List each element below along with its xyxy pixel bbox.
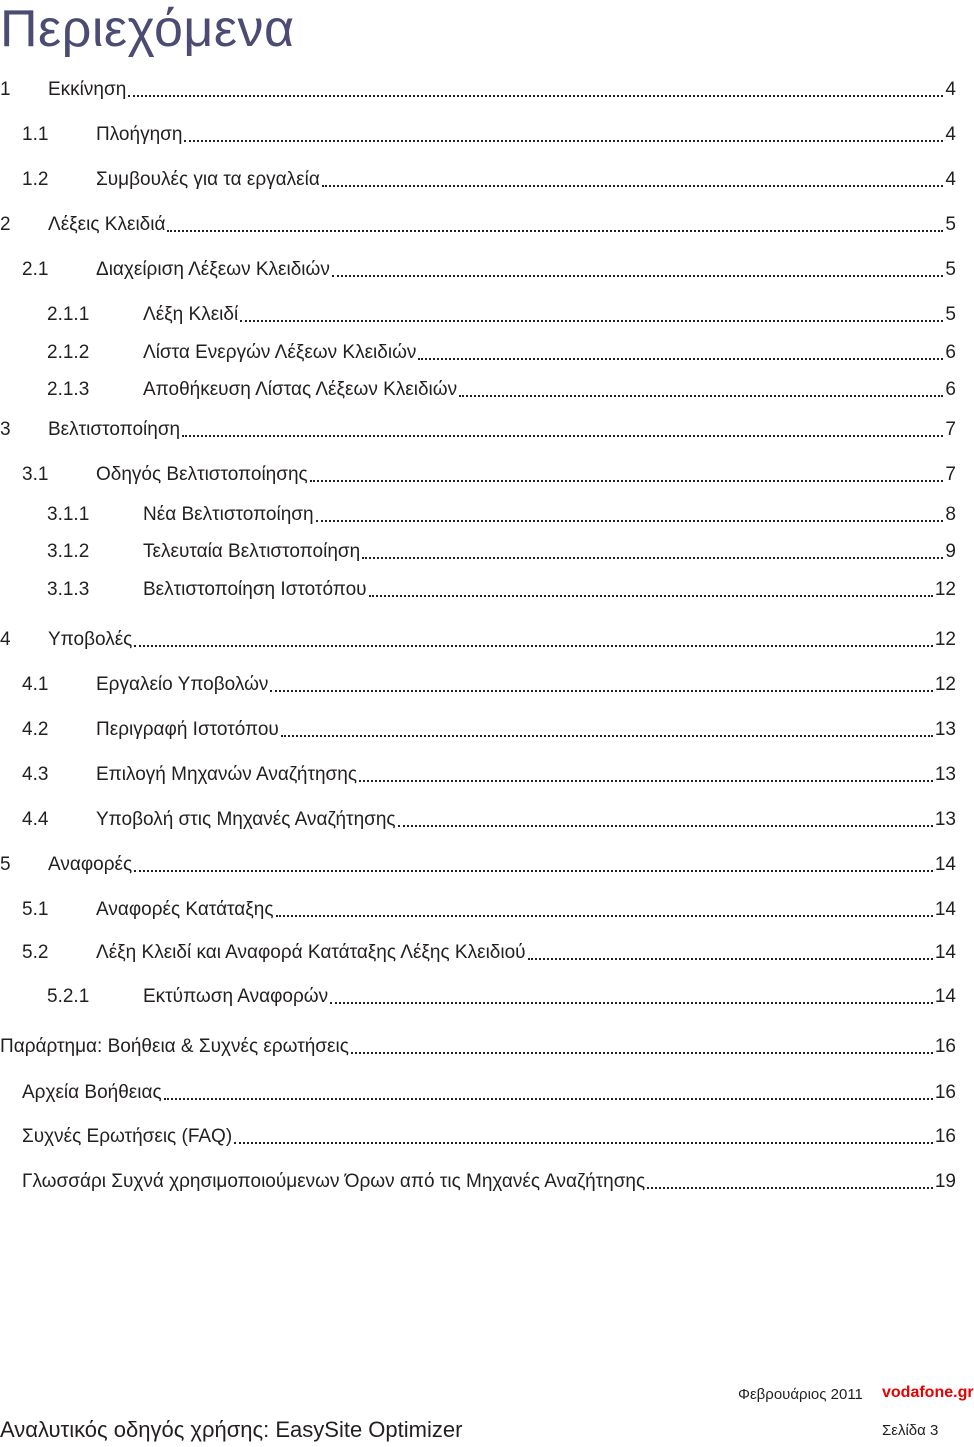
toc-entry[interactable] <box>0 300 956 330</box>
toc-entry-label: Αρχεία Βοήθειας <box>22 1082 162 1103</box>
toc-entry-label: Παράρτημα: Βοήθεια & Συχνές ερωτήσεις <box>0 1036 349 1057</box>
toc-entry-label: Λέξη Κλειδί <box>143 304 239 325</box>
toc-entry-page: 7 <box>945 464 956 485</box>
toc-entry-page: 5 <box>945 259 956 280</box>
toc-entry-number: 3.1.1 <box>47 504 90 525</box>
toc-entry-page: 6 <box>945 379 956 400</box>
toc-entry-number: 3.1.3 <box>47 579 90 600</box>
dot-leader <box>164 1098 933 1100</box>
page-title: Περιεχόμενα <box>0 0 295 58</box>
toc-entry-number: 4.4 <box>22 809 49 830</box>
toc-entry-page: 7 <box>945 419 956 440</box>
toc-entry-number: 5.2.1 <box>47 986 90 1007</box>
dot-leader <box>528 958 933 960</box>
dot-leader <box>270 690 932 692</box>
toc-entry-page: 12 <box>934 674 956 695</box>
toc-entry-label: Συχνές Ερωτήσεις (FAQ) <box>22 1126 233 1147</box>
toc-entry[interactable] <box>0 165 956 195</box>
footer-date: Φεβρουάριος 2011 <box>738 1386 863 1403</box>
dot-leader <box>330 1002 933 1004</box>
toc-entry-number: 1.2 <box>22 169 49 190</box>
dot-leader <box>332 275 944 277</box>
toc-entry-number: 4 <box>0 629 11 650</box>
dot-leader <box>316 520 944 522</box>
toc-entry[interactable] <box>0 537 956 567</box>
toc-entry-page: 16 <box>934 1036 956 1057</box>
dot-leader <box>128 95 943 97</box>
toc-entry-label: Υποβολή στις Μηχανές Αναζήτησης <box>96 809 396 830</box>
toc-entry-label: Αποθήκευση Λίστας Λέξεων Κλειδιών <box>143 379 458 400</box>
toc-entry-number: 2.1 <box>22 259 49 280</box>
toc-entry-page: 16 <box>934 1082 956 1103</box>
toc-entry-label: Υποβολές <box>48 629 133 650</box>
toc-entry-label: Συμβουλές για τα εργαλεία <box>96 169 320 190</box>
toc-entry-page: 16 <box>934 1126 956 1147</box>
toc-entry[interactable] <box>0 75 956 105</box>
toc-entry-label: Λίστα Ενεργών Λέξεων Κλειδιών <box>143 342 417 363</box>
dot-leader <box>459 395 943 397</box>
toc-entry-number: 3 <box>0 419 11 440</box>
toc-entry-number: 2 <box>0 214 11 235</box>
toc-entry[interactable] <box>0 210 956 240</box>
toc-entry[interactable] <box>0 415 956 445</box>
toc-entry-label: Αναφορές Κατάταξης <box>96 899 274 920</box>
toc-entry[interactable] <box>0 1078 956 1108</box>
toc-entry-label: Εργαλείο Υποβολών <box>96 674 269 695</box>
toc-entry-page: 14 <box>934 986 956 1007</box>
toc-entry[interactable] <box>0 760 956 790</box>
toc-entry-page: 14 <box>934 899 956 920</box>
toc-entry-label: Λέξη Κλειδί και Αναφορά Κατάταξης Λέξης Κλειδιού <box>96 942 526 963</box>
toc-entry[interactable] <box>0 938 956 968</box>
toc-entry-page: 14 <box>934 942 956 963</box>
toc-entry[interactable] <box>0 575 956 605</box>
dot-leader <box>359 780 933 782</box>
toc-entry-label: Επιλογή Μηχανών Αναζήτησης <box>96 764 357 785</box>
toc-entry-label: Βελτιστοποίηση <box>48 419 181 440</box>
toc-entry-page: 12 <box>934 579 956 600</box>
toc-entry-page: 4 <box>945 169 956 190</box>
dot-leader <box>362 557 943 559</box>
dot-leader <box>398 825 933 827</box>
toc-entry-label: Διαχείριση Λέξεων Κλειδιών <box>96 259 330 280</box>
toc-entry[interactable] <box>0 375 956 405</box>
dot-leader <box>322 185 944 187</box>
toc-entry-number: 4.3 <box>22 764 49 785</box>
dot-leader <box>234 1142 933 1144</box>
toc-entry[interactable] <box>0 625 956 655</box>
toc-entry-page: 19 <box>934 1171 956 1192</box>
toc-entry-page: 13 <box>934 719 956 740</box>
toc-entry-number: 5.2 <box>22 942 49 963</box>
toc-entry[interactable] <box>0 1167 956 1197</box>
toc-entry-label: Οδηγός Βελτιστοποίησης <box>96 464 308 485</box>
toc-entry-number: 2.1.2 <box>47 342 90 363</box>
toc-entry-page: 6 <box>945 342 956 363</box>
toc-entry-page: 8 <box>945 504 956 525</box>
toc-entry[interactable] <box>0 1122 956 1152</box>
toc-entry-label: Λέξεις Κλειδιά <box>48 214 166 235</box>
toc-entry[interactable] <box>0 715 956 745</box>
toc-entry-label: Νέα Βελτιστοποίηση <box>143 504 314 525</box>
toc-entry[interactable] <box>0 338 956 368</box>
toc-entry-label: Βελτιστοποίηση Ιστοτόπου <box>143 579 367 600</box>
toc-entry[interactable] <box>0 805 956 835</box>
toc-entry[interactable] <box>0 120 956 150</box>
toc-entry-number: 5.1 <box>22 899 49 920</box>
toc-entry-label: Αναφορές <box>48 854 133 875</box>
toc-entry-number: 1.1 <box>22 124 49 145</box>
dot-leader <box>240 320 943 322</box>
toc-entry[interactable] <box>0 895 956 925</box>
toc-entry-page: 5 <box>945 304 956 325</box>
toc-entry-page: 13 <box>934 764 956 785</box>
toc-entry-page: 4 <box>945 79 956 100</box>
dot-leader <box>369 595 933 597</box>
footer-brand: vodafone.gr <box>882 1384 974 1401</box>
dot-leader <box>184 140 943 142</box>
toc-entry[interactable] <box>0 670 956 700</box>
dot-leader <box>418 358 943 360</box>
toc-entry[interactable] <box>0 982 956 1012</box>
toc-entry-page: 4 <box>945 124 956 145</box>
dot-leader <box>182 435 943 437</box>
dot-leader <box>351 1052 933 1054</box>
toc-entry-label: Τελευταία Βελτιστοποίηση <box>143 541 361 562</box>
toc-entry-page: 12 <box>934 629 956 650</box>
toc-entry-label: Εκκίνηση <box>48 79 127 100</box>
dot-leader <box>647 1187 933 1189</box>
toc-entry-number: 3.1.2 <box>47 541 90 562</box>
toc-entry[interactable] <box>0 460 956 490</box>
footer-page-number: Σελίδα 3 <box>882 1422 939 1439</box>
toc-entry-label: Περιγραφή Ιστοτόπου <box>96 719 279 740</box>
dot-leader <box>310 480 944 482</box>
dot-leader <box>167 230 943 232</box>
toc-entry-number: 2.1.3 <box>47 379 90 400</box>
toc-entry[interactable] <box>0 255 956 285</box>
dot-leader <box>134 870 933 872</box>
toc-entry-number: 1 <box>0 79 11 100</box>
toc-entry-page: 14 <box>934 854 956 875</box>
dot-leader <box>134 645 933 647</box>
toc-entry-label: Εκτύπωση Αναφορών <box>143 986 329 1007</box>
dot-leader <box>276 915 933 917</box>
toc-entry-number: 4.2 <box>22 719 49 740</box>
toc-entry[interactable] <box>0 500 956 530</box>
toc-entry-page: 13 <box>934 809 956 830</box>
toc-entry[interactable] <box>0 1032 956 1062</box>
toc-entry[interactable] <box>0 850 956 880</box>
toc-entry-page: 9 <box>945 541 956 562</box>
toc-entry-number: 2.1.1 <box>47 304 90 325</box>
toc-entry-page: 5 <box>945 214 956 235</box>
toc-entry-number: 5 <box>0 854 11 875</box>
toc-entry-number: 4.1 <box>22 674 49 695</box>
toc-entry-label: Γλωσσάρι Συχνά χρησιμοποιούμενων Όρων από τις Μηχανές Αναζήτησης <box>22 1171 646 1192</box>
toc-entry-label: Πλοήγηση <box>96 124 183 145</box>
toc-entry-number: 3.1 <box>22 464 49 485</box>
footer-document-title: Αναλυτικός οδηγός χρήσης: EasySite Optimizer <box>0 1417 463 1442</box>
dot-leader <box>281 735 933 737</box>
